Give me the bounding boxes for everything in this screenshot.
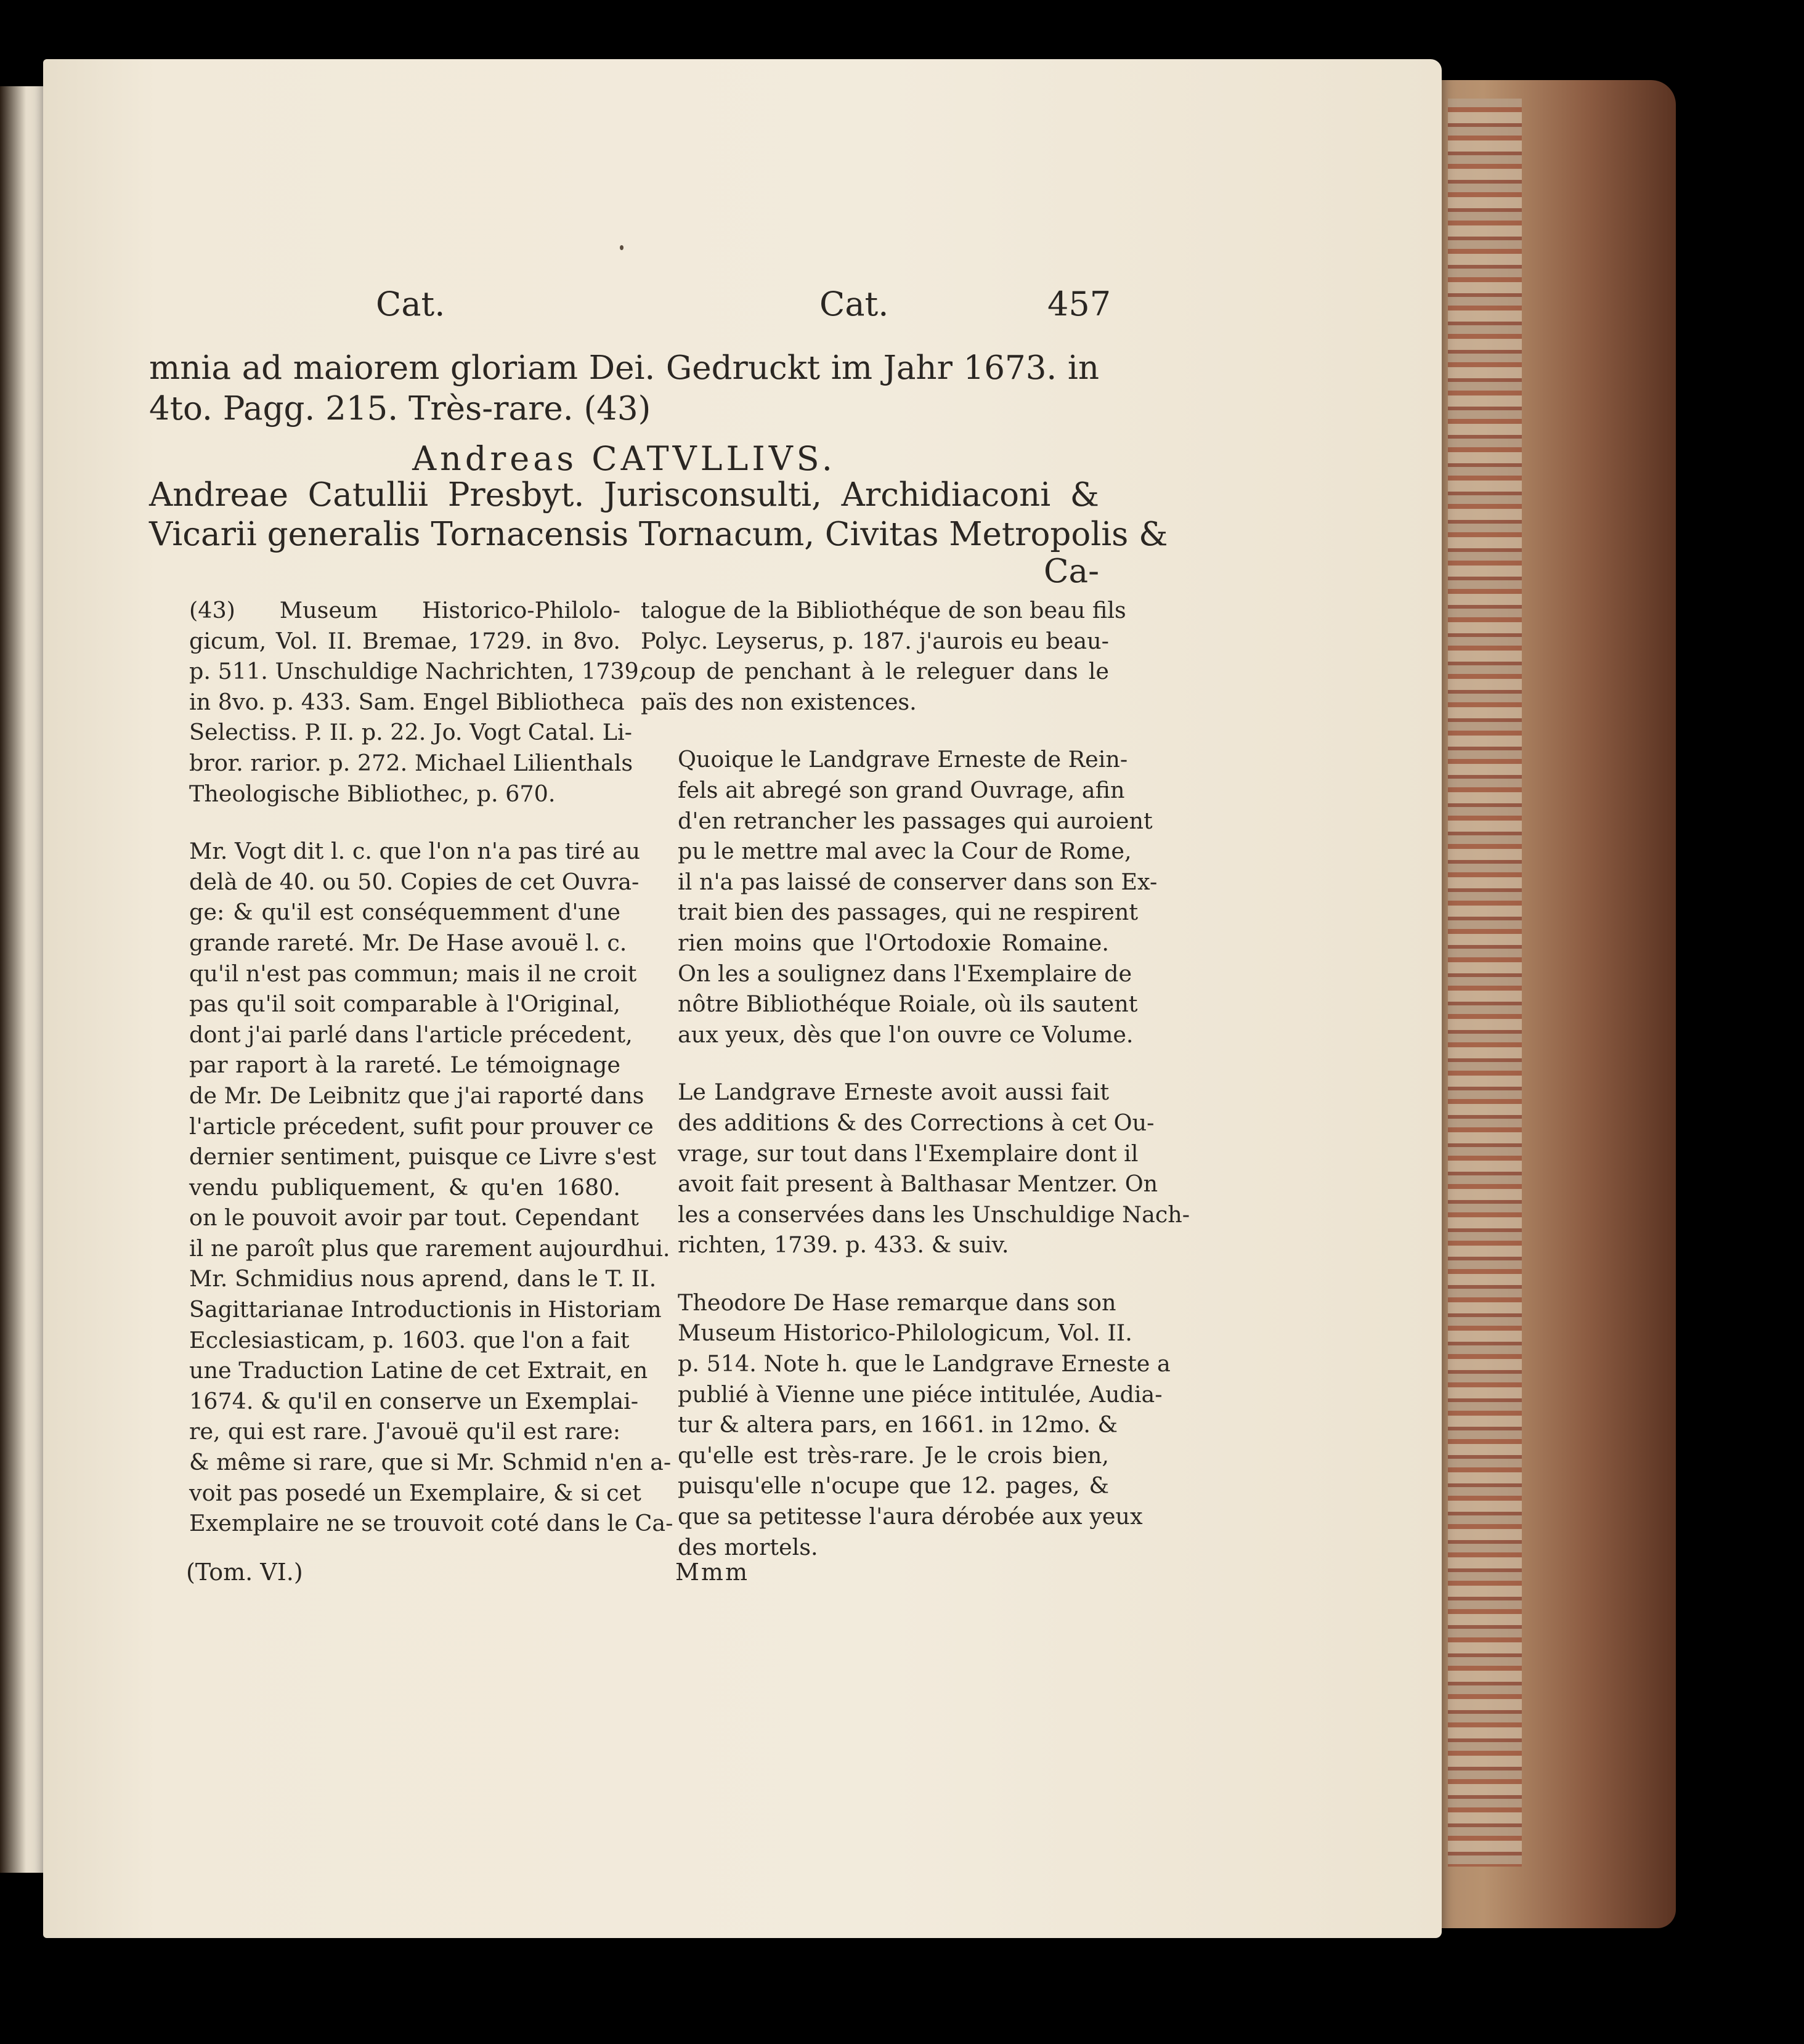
- text-line: p. 511. Unschuldige Nachrichten, 1739,: [189, 658, 646, 685]
- text-line: des mortels.: [678, 1533, 818, 1560]
- text-line: une Traduction Latine de cet Extrait, en: [189, 1357, 648, 1384]
- text-line: puisqu'elle n'ocupe que 12. pages, &: [678, 1472, 1109, 1499]
- text-line: nôtre Bibliothéque Roiale, où ils sautent: [678, 991, 1138, 1018]
- title-line-5: Ca-: [1043, 553, 1099, 590]
- text-line: il n'a pas laissé de conserver dans son Ex-: [678, 868, 1158, 895]
- text-line: Theologische Bibliothec, p. 670.: [189, 780, 556, 807]
- text-line: dont j'ai parlé dans l'article précedent,: [189, 1021, 633, 1048]
- catchword: Mmm: [675, 1559, 749, 1586]
- right-paragraph-4: [641, 1288, 1171, 1562]
- right-paragraph-1: [641, 595, 1126, 717]
- text-line: re, qui est rare. J'avouë qu'il est rare:: [189, 1418, 620, 1445]
- text-line: fels ait abregé son grand Ouvrage, afin: [678, 776, 1125, 803]
- text-line: Mr. Vogt dit l. c. que l'on n'a pas tiré au: [189, 838, 640, 865]
- left-paragraph: [152, 836, 673, 1539]
- text-line: que sa petitesse l'aura dérobée aux yeux: [678, 1503, 1143, 1530]
- title-line-2: 4to. Pagg. 215. Très-rare. (43): [149, 390, 651, 428]
- text-line: par raport à la rareté. Le témoignage: [189, 1052, 620, 1079]
- marbled-edge: [1448, 99, 1522, 1867]
- text-line: publié à Vienne une piéce intitulée, Audia-: [678, 1381, 1163, 1408]
- text-line: bror. rarior. p. 272. Michael Lilienthals: [189, 749, 633, 776]
- text-line: d'en retrancher les passages qui auroient: [678, 807, 1153, 834]
- title-line-3: Andreae Catullii Presbyt. Jurisconsulti, Archidiaconi &: [149, 476, 1099, 514]
- text-line: coup de penchant à le releguer dans le: [641, 658, 1109, 685]
- ink-mark: [620, 245, 624, 250]
- footnote-43: [152, 595, 646, 809]
- text-line: 1674. & qu'il en conserve un Exemplai-: [189, 1387, 639, 1414]
- right-paragraph-2: [641, 744, 1158, 1050]
- right-column: [641, 595, 1190, 1589]
- text-line: l'article précedent, sufit pour prouver ce: [189, 1113, 654, 1140]
- title-line-4: Vicarii generalis Tornacensis Tornacum, Civitas Metropolis &: [149, 516, 1168, 553]
- text-line: il ne paroît plus que rarement aujourdhui.: [189, 1235, 670, 1262]
- text-line: Polyc. Leyserus, p. 187. j'aurois eu beau-: [641, 627, 1109, 654]
- entry-heading: Andreas CATVLLIVS.: [412, 439, 836, 478]
- text-line: des additions & des Corrections à cet Ou-: [678, 1109, 1155, 1136]
- text-line: vendu publiquement, & qu'en 1680.: [189, 1174, 620, 1201]
- text-line: Exemplaire ne se trouvoit coté dans le Ca-: [189, 1510, 673, 1537]
- text-line: rien moins que l'Ortodoxie Romaine.: [678, 929, 1109, 956]
- text-line: avoit fait present à Balthasar Mentzer. On: [678, 1170, 1158, 1198]
- text-line: Theodore De Hase remarque dans son: [678, 1289, 1116, 1316]
- text-line: On les a soulignez dans l'Exemplaire de: [678, 960, 1132, 987]
- text-line: & même si rare, que si Mr. Schmid n'en a-: [189, 1449, 672, 1476]
- running-head-left: Cat.: [376, 285, 445, 323]
- text-line: in 8vo. p. 433. Sam. Engel Bibliotheca: [189, 688, 625, 715]
- text-line: trait bien des passages, qui ne respirent: [678, 899, 1139, 926]
- text-line: on le pouvoit avoir par tout. Cependant: [189, 1204, 639, 1231]
- text-line: talogue de la Bibliothéque de son beau fils: [641, 597, 1126, 623]
- text-line: (43) Museum Historico-Philolo-: [189, 597, 620, 623]
- text-line: delà de 40. ou 50. Copies de cet Ouvra-: [189, 868, 640, 895]
- text-line: de Mr. De Leibnitz que j'ai raporté dans: [189, 1082, 644, 1109]
- left-column: [152, 595, 673, 1566]
- text-line: grande rareté. Mr. De Hase avouë l. c.: [189, 929, 627, 956]
- text-line: tur & altera pars, en 1661. in 12mo. &: [678, 1411, 1118, 1438]
- left-page-edge: [0, 86, 43, 1873]
- text-line: Ecclesiasticam, p. 1603. que l'on a fait: [189, 1326, 630, 1353]
- text-line: gicum, Vol. II. Bremae, 1729. in 8vo.: [189, 627, 620, 654]
- page-number: 457: [1047, 285, 1111, 323]
- text-line: pu le mettre mal avec la Cour de Rome,: [678, 838, 1132, 865]
- text-line: ge: & qu'il est conséquemment d'une: [189, 899, 620, 926]
- title-line-1: mnia ad maiorem gloriam Dei. Gedruckt im Jahr 1673. in: [149, 349, 1099, 387]
- text-line: Selectiss. P. II. p. 22. Jo. Vogt Catal. Li-: [189, 719, 632, 746]
- text-line: voit pas posedé un Exemplaire, & si cet: [189, 1479, 641, 1506]
- text-line: qu'elle est très-rare. Je le crois bien,: [678, 1442, 1109, 1469]
- text-line: dernier sentiment, puisque ce Livre s'est: [189, 1143, 656, 1170]
- text-line: Le Landgrave Erneste avoit aussi fait: [678, 1079, 1109, 1106]
- running-head-center: Cat.: [819, 285, 889, 323]
- right-paragraph-3: [641, 1077, 1190, 1260]
- text-line: richten, 1739. p. 433. & suiv.: [678, 1231, 1009, 1259]
- text-line: Sagittarianae Introductionis in Historiam: [189, 1296, 662, 1323]
- text-line: p. 514. Note h. que le Landgrave Erneste a: [678, 1350, 1171, 1377]
- text-line: païs des non existences.: [641, 688, 917, 715]
- signature-mark: (Tom. VI.): [186, 1559, 303, 1586]
- text-line: pas qu'il soit comparable à l'Original,: [189, 991, 620, 1018]
- text-line: qu'il n'est pas commun; mais il ne croit: [189, 960, 637, 987]
- text-line: aux yeux, dès que l'on ouvre ce Volume.: [678, 1021, 1134, 1048]
- text-line: Museum Historico-Philologicum, Vol. II.: [678, 1320, 1132, 1347]
- text-line: Quoique le Landgrave Erneste de Rein-: [678, 746, 1128, 773]
- text-line: Mr. Schmidius nous aprend, dans le T. II.: [189, 1265, 657, 1292]
- text-line: vrage, sur tout dans l'Exemplaire dont il: [678, 1140, 1139, 1167]
- text-line: les a conservées dans les Unschuldige Nach-: [678, 1201, 1190, 1228]
